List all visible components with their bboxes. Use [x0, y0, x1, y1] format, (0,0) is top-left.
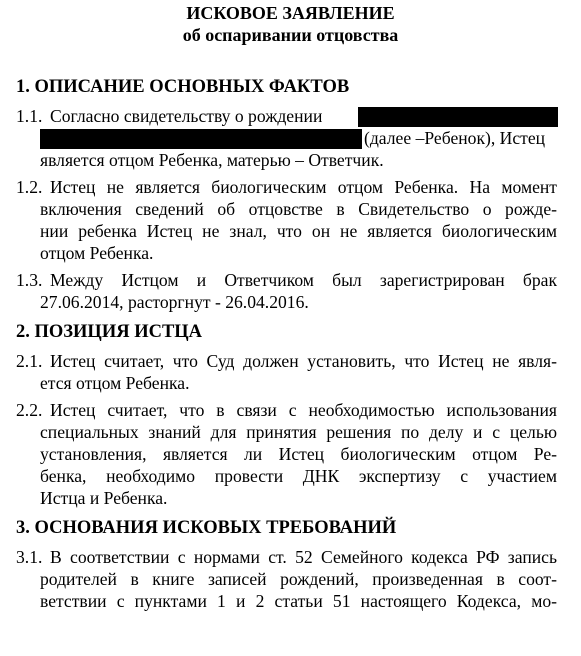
- item-1-3-number: 1.3.: [16, 270, 43, 290]
- item-1-3-line-2: 27.06.2014, расторгнут - 26.04.2016.: [40, 292, 309, 312]
- item-1-2-line-2: включения сведений об отцовстве в Свидетельство о рожде-: [40, 199, 557, 219]
- item-1-2-line-4: отцом Ребенка.: [40, 243, 154, 263]
- item-2-2-line-3: установления, является ли Истец биологическим отцом Ре-: [40, 444, 557, 464]
- item-1-1-number: 1.1.: [16, 106, 43, 126]
- item-2-2-line-5: Истца и Ребенка.: [40, 488, 168, 508]
- item-1-1-line-2: (далее –Ребенок), Истец: [364, 128, 546, 148]
- item-2-1-line-2: ется отцом Ребенка.: [40, 373, 190, 393]
- item-1-1-line-1: Согласно свидетельству о рождении: [50, 106, 323, 126]
- document-subtitle: об оспаривании отцовства: [182, 25, 399, 45]
- item-2-2-line-1: Истец считает, что в связи с необходимостью использования: [50, 400, 557, 420]
- item-3-1-number: 3.1.: [16, 547, 43, 567]
- item-1-2-number: 1.2.: [16, 177, 43, 197]
- item-2-1-number: 2.1.: [16, 351, 43, 371]
- section-3-heading: 3. ОСНОВАНИЯ ИСКОВЫХ ТРЕБОВАНИЙ: [16, 518, 397, 538]
- item-3-1-line-2: родителей в книге записей рождений, произведенная в соот-: [40, 569, 557, 589]
- item-3-1-line-1: В соответствии с нормами ст. 52 Семейного кодекса РФ запись: [50, 547, 557, 567]
- document-title: ИСКОВОЕ ЗАЯВЛЕНИЕ: [186, 3, 395, 23]
- item-1-3-line-1: Между Истцом и Ответчиком был зарегистрирован брак: [50, 270, 557, 290]
- item-3-1-line-3: ветствии с пунктами 1 и 2 статьи 51 настоящего Кодекса, мо-: [40, 591, 557, 611]
- item-2-2-line-2: специальных знаний для принятия решения по делу и с целью: [40, 422, 557, 442]
- item-1-2-line-1: Истец не является биологическим отцом Ребенка. На момент: [50, 177, 557, 197]
- item-2-1-line-1: Истец считает, что Суд должен установить, что Истец не явля-: [50, 351, 557, 371]
- redacted-block-1: [358, 107, 558, 127]
- item-2-2-line-4: бенка, необходимо провести ДНК экспертизу с участием: [40, 466, 557, 486]
- item-1-1-line-3: является отцом Ребенка, матерью – Ответчик.: [40, 150, 384, 170]
- redacted-block-2: [40, 129, 362, 149]
- section-2-heading: 2. ПОЗИЦИЯ ИСТЦА: [16, 322, 203, 342]
- item-1-2-line-3: нии ребенка Истец не знал, что он не является биологическим: [40, 221, 557, 241]
- section-1-heading: 1. ОПИСАНИЕ ОСНОВНЫХ ФАКТОВ: [16, 77, 350, 97]
- item-2-2-number: 2.2.: [16, 400, 43, 420]
